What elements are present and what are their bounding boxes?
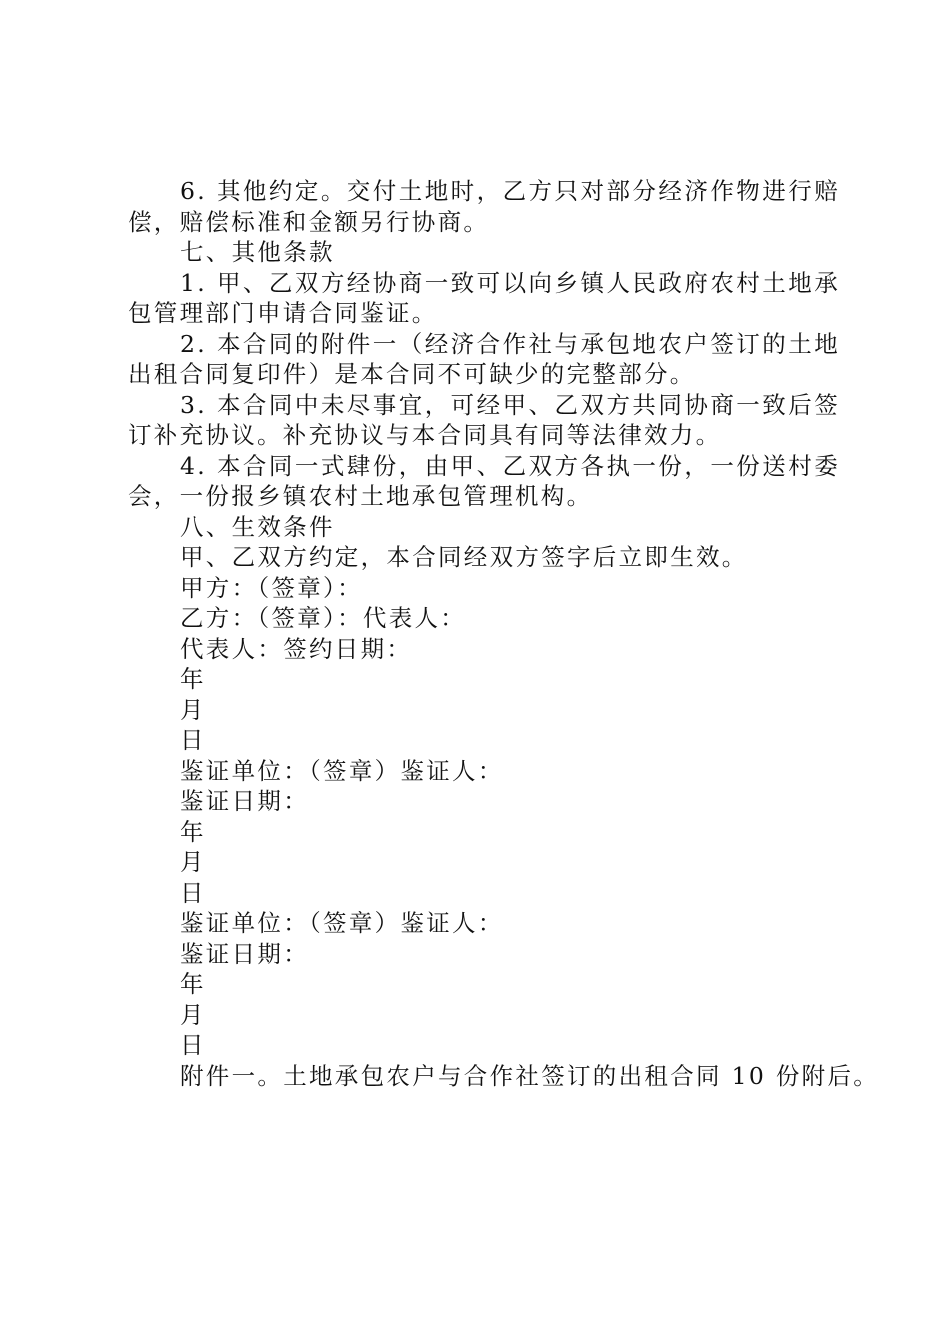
date-month: 月 [180,848,206,876]
section-heading-effective-conditions: 八、生效条件 [180,512,335,541]
date-day: 日 [180,878,206,907]
clause-2-attachment: 2. 本合同的附件一（经济合作社与承包地农户签订的土地出租合同复印件）是本合同不可缺少的完整部分。 [128,329,840,388]
party-a-signature: 甲方：（签章）： [180,573,363,602]
date-month: 月 [180,695,206,724]
document-body [128,176,880,1091]
date-year: 年 [180,665,206,693]
clause-4-copies: 4. 本合同一式肆份，由甲、乙双方各执一份，一份送村委会，一份报乡镇农村土地承包管理机构。 [128,451,840,510]
verification-unit: 鉴证单位：（签章）鉴证人： [180,909,504,937]
representative-signing-date: 代表人：签约日期： [180,634,413,663]
section-heading-other-terms: 七、其他条款 [180,238,335,266]
verification-date: 鉴证日期： [180,787,309,815]
clause-6-other-agreements: 6. 其他约定。交付土地时，乙方只对部分经济作物进行赔偿，赔偿标准和金额另行协商。 [128,177,840,236]
attachment-note: 附件一。土地承包农户与合作社签订的出租合同 10 份附后。 [180,1061,880,1090]
clause-3-supplementary-agreement: 3. 本合同中未尽事宜，可经甲、乙双方共同协商一致后签订补充协议。补充协议与本合同具有同等法律效力。 [128,390,840,449]
date-day: 日 [180,1031,206,1059]
date-day: 日 [180,726,206,754]
date-year: 年 [180,817,206,846]
effective-clause: 甲、乙双方约定，本合同经双方签字后立即生效。 [180,543,748,571]
date-month: 月 [180,1000,206,1029]
verification-date: 鉴证日期： [180,939,309,968]
date-year: 年 [180,970,206,998]
clause-1-contract-verification: 1. 甲、乙双方经协商一致可以向乡镇人民政府农村土地承包管理部门申请合同鉴证。 [128,268,840,327]
verification-unit: 鉴证单位：（签章）鉴证人： [180,756,504,785]
party-b-signature: 乙方：（签章）：代表人： [180,604,467,632]
